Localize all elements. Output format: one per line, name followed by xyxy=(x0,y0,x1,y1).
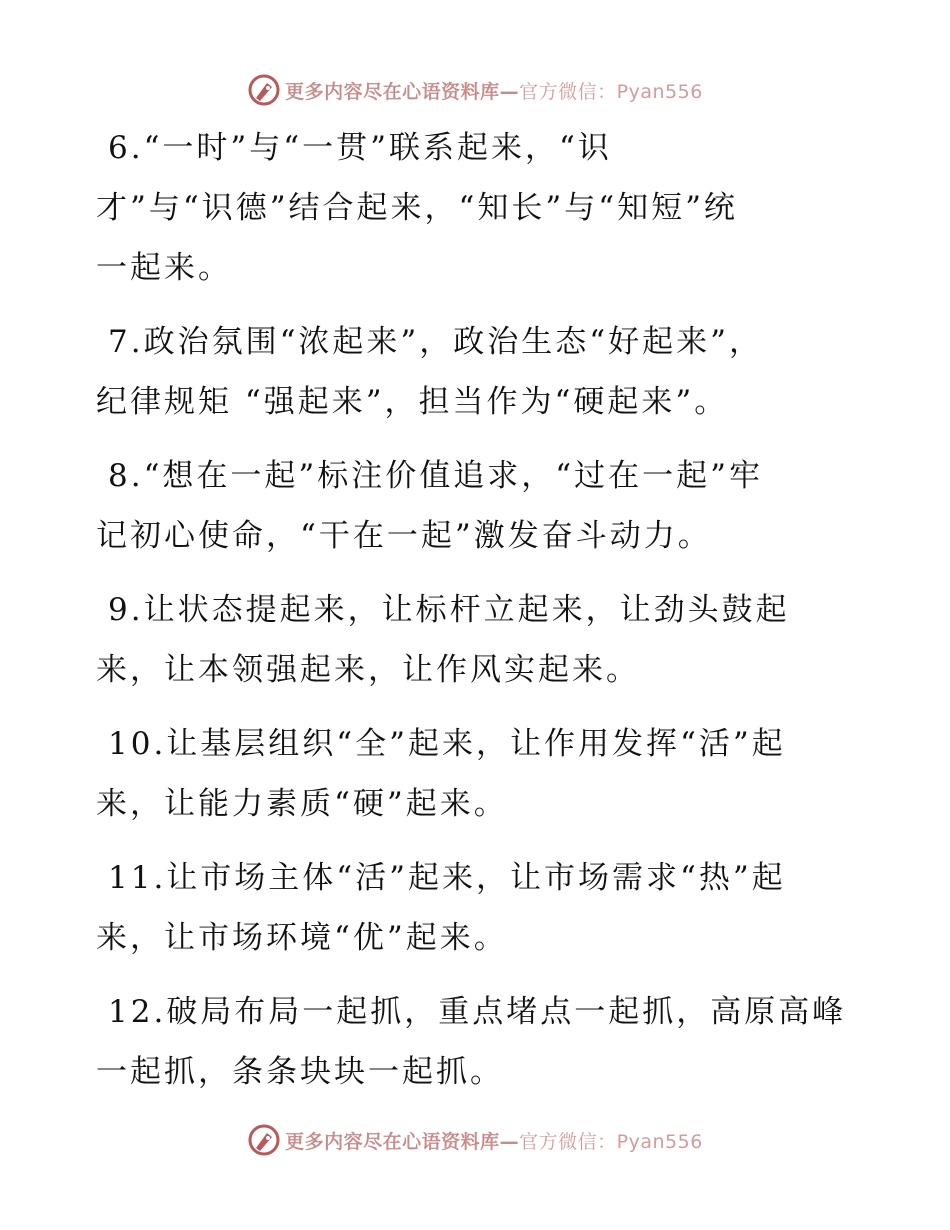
list-item-6 xyxy=(96,118,866,298)
item-line: 7.政治氛围“浓起来”，政治生态“好起来”， xyxy=(108,324,763,360)
item-line: 11.让市场主体“活”起来，让市场需求“热”起 xyxy=(108,860,786,896)
list-item-9 xyxy=(96,580,866,700)
list-item-11 xyxy=(96,848,866,968)
item-line: 纪律规矩 “强起来”，担当作为“硬起来”。 xyxy=(96,384,729,420)
item-line: 来，让本领强起来，让作风实起来。 xyxy=(96,652,640,688)
list-item-10 xyxy=(96,714,866,834)
item-line: 10.让基层组织“全”起来，让作用发挥“活”起 xyxy=(108,726,786,762)
item-line: 来，让能力素质“硬”起来。 xyxy=(96,786,508,822)
list-item-7 xyxy=(96,312,866,432)
item-line: 记初心使命，“干在一起”激发奋斗动力。 xyxy=(96,518,712,554)
item-line: 9.让状态提起来，让标杆立起来，让劲头鼓起 xyxy=(108,592,790,628)
item-line: 8.“想在一起”标注价值追求，“过在一起”牢 xyxy=(108,458,763,494)
footer-banner xyxy=(0,1120,950,1160)
header-banner xyxy=(0,70,950,110)
header-banner-text: 更多内容尽在心语资料库—官方微信：Pyan556 xyxy=(285,80,703,103)
list-item-8 xyxy=(96,446,866,566)
pen-logo-icon xyxy=(247,1123,281,1157)
item-line: 一起抓，条条块块一起抓。 xyxy=(96,1054,504,1090)
pen-logo-icon xyxy=(247,73,281,107)
list-item-12 xyxy=(96,982,866,1102)
item-line: 才”与“识德”结合起来，“知长”与“知短”统 xyxy=(96,190,738,226)
item-line: 6.“一时”与“一贯”联系起来，“识 xyxy=(108,130,612,166)
item-line: 来，让市场环境“优”起来。 xyxy=(96,920,508,956)
footer-banner-text: 更多内容尽在心语资料库—官方微信：Pyan556 xyxy=(285,1130,703,1153)
item-line: 12.破局布局一起抓，重点堵点一起抓，高原高峰 xyxy=(108,994,847,1030)
item-line: 一起来。 xyxy=(96,250,232,286)
content-list xyxy=(96,118,866,1116)
